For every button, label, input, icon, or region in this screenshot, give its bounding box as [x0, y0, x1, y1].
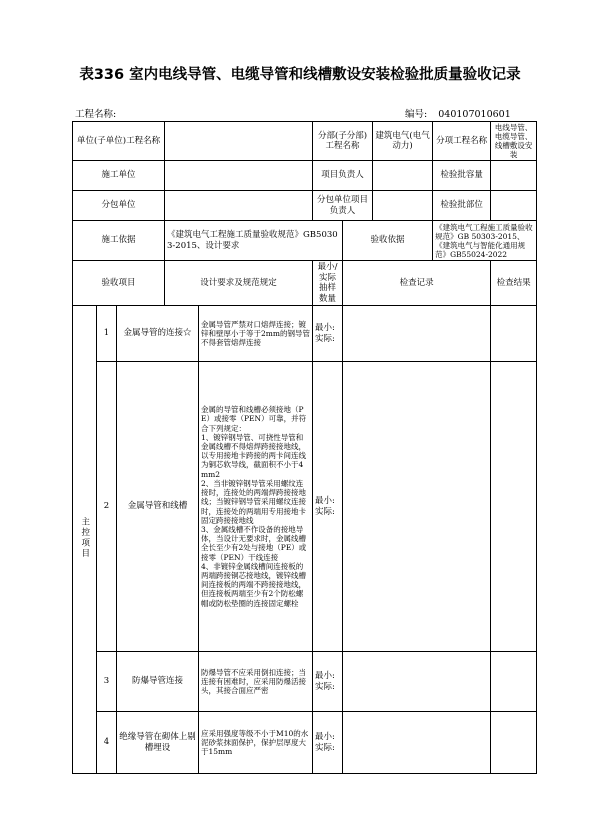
sub-value-cell[interactable] [165, 191, 313, 221]
sample-cell[interactable] [313, 712, 343, 774]
unit-label-cell: 单位(子单位)工程名称 [73, 122, 165, 161]
actual-label: 实际: [315, 742, 335, 753]
row-spec: 金属的导管和线槽必须接地（PE）或接零（PEN）可靠，并符合下列规定： 1、镀锌钢导管、可挠性导管和金属线槽不得熔焊跨接接地线，以专用接地卡跨接的两卡间连线为铜芯软导线，截面积不小于4mm2 2、当非镀锌钢导管采用螺纹连接时，连接处的两端焊跨接接地线；当镀锌钢导管采用螺纹连接时，连接处的两端用专用接地卡固定跨接接地线 3、金属线槽不作设备的接地导体，当设计无要求时，金属线槽全长至少有2处与接地（PE）或接零（PEN）干线连接 4、非镀锌金属线槽间连接板的两端跨接铜芯接地线，镀锌线槽间连接板的两端不跨接接地线，但连接板两端至少有2个防松螺帽或防松垫圈的连接固定螺栓 [201, 405, 307, 608]
subdiv-value-cell: 建筑电气(电气动力) [373, 122, 433, 161]
accept-value-cell: 《建筑电气工程施工质量验收规范》GB 50303-2015、《建筑电气与智能化通用规范》GB55024-2022 [433, 221, 537, 261]
header-row-sub [73, 191, 537, 221]
sub-pm-label-cell: 分包单位项目负责人 [313, 191, 373, 221]
row-spec: 防爆导管不应采用倒扣连接；当连接有困难时，应采用防爆活接头，其接合面应严密 [199, 652, 313, 712]
table-row [73, 652, 537, 712]
record-cell[interactable] [343, 712, 491, 774]
result-cell[interactable] [491, 306, 537, 362]
record-cell[interactable] [343, 362, 491, 652]
page-title: 表336 室内电线导管、电缆导管和线槽敷设安装检验批质量验收记录 [79, 67, 521, 83]
col-item: 验收项目 [73, 261, 165, 306]
code-value: 040107010601 [438, 109, 511, 120]
part-value-cell[interactable] [491, 191, 537, 221]
record-cell[interactable] [343, 652, 491, 712]
header-row-basis [73, 221, 537, 261]
row-number: 3 [97, 652, 117, 712]
subdiv-label-cell: 分部(子分部)工程名称 [313, 122, 373, 161]
row-name: 金属导管的连接☆ [117, 306, 199, 362]
row-name: 金属导管和线槽 [117, 362, 199, 652]
basis-label-cell: 施工依据 [73, 221, 165, 261]
inspection-table [72, 121, 537, 774]
capacity-label-cell: 检验批容量 [433, 161, 491, 191]
capacity-value-cell[interactable] [491, 161, 537, 191]
row-spec-cell [199, 362, 313, 652]
row-name: 防爆导管连接 [117, 652, 199, 712]
table-row [73, 712, 537, 774]
basis-value-cell: 《建筑电气工程施工质量验收规范》GB50303-2015、设计要求 [165, 221, 343, 261]
sample-cell[interactable] [313, 306, 343, 362]
record-code [405, 106, 511, 120]
actual-label: 实际: [315, 333, 335, 344]
col-result: 检查结果 [491, 261, 537, 306]
sample-cell[interactable] [313, 362, 343, 652]
min-label: 最小: [315, 323, 335, 333]
table-row [73, 362, 537, 652]
actual-label: 实际: [315, 681, 335, 692]
pm-value-cell[interactable] [373, 161, 433, 191]
code-label: 编号: [405, 109, 428, 120]
part-label-cell: 检验批部位 [433, 191, 491, 221]
sample-cell[interactable] [313, 652, 343, 712]
project-name-label: 工程名称: [75, 109, 117, 120]
actual-label: 实际: [315, 506, 335, 517]
header-row-unit [73, 122, 537, 161]
accept-label-cell: 验收依据 [343, 221, 433, 261]
column-header-row [73, 261, 537, 306]
col-record: 检查记录 [343, 261, 491, 306]
row-name: 绝缘导管在砌体上剔槽埋设 [117, 712, 199, 774]
min-label: 最小: [315, 732, 335, 742]
col-sample: 最小/实际抽样数量 [313, 261, 343, 306]
record-cell[interactable] [343, 306, 491, 362]
row-spec: 金属导管严禁对口熔焊连接；镀锌和壁厚小于等于2mm的钢导管不得套管熔焊连接 [199, 306, 313, 362]
table-row [73, 306, 537, 362]
col-spec: 设计要求及规范规定 [165, 261, 313, 306]
item-value-cell: 电线导管、电缆导管、线槽敷设安装 [491, 122, 537, 161]
builder-value-cell[interactable] [165, 161, 313, 191]
row-number: 2 [97, 362, 117, 652]
header-row-builder [73, 161, 537, 191]
row-spec: 应采用强度等级不小于M10的水泥砂浆抹面保护，保护层厚度大于15mm [199, 712, 313, 774]
sub-label-cell: 分包单位 [73, 191, 165, 221]
item-label-cell: 分项工程名称 [433, 122, 491, 161]
pm-label-cell: 项目负责人 [313, 161, 373, 191]
sub-pm-value-cell[interactable] [373, 191, 433, 221]
result-cell[interactable] [491, 712, 537, 774]
min-label: 最小: [315, 496, 335, 506]
row-number: 4 [97, 712, 117, 774]
result-cell[interactable] [491, 652, 537, 712]
group-label: 主控项目 [79, 516, 90, 559]
builder-label-cell: 施工单位 [73, 161, 165, 191]
unit-value-cell[interactable] [165, 122, 313, 161]
result-cell[interactable] [491, 362, 537, 652]
min-label: 最小: [315, 671, 335, 681]
row-number: 1 [97, 306, 117, 362]
group-label-cell [73, 306, 97, 774]
